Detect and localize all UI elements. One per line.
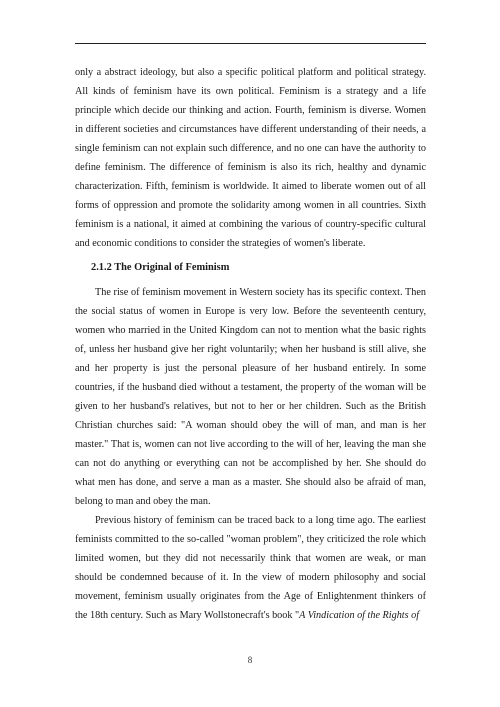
paragraph-origin-context: The rise of feminism movement in Western society has its specific context. Then the social status of women in Europe is very low. Before the seventeenth century, women who married in the United Kingdom can not to mention what the basic rights of, unless her husband give her right voluntarily; when her husband is still alive, she and her property is just the personal pleasure of her husband entirely. In some countries, if the husband died without a testament, the property of the woman will be given to her husband's relatives, but not to her or her children. Such as the British Christian churches said: "A woman should obey the will of man, and man is her master." That is, women can not live according to the will of her, leaving the man she can not do anything or everything can not be accomplished by her. She should do what men has done, and serve a man as a master. She should also be afraid of man, belong to man and obey the man. <box>75 286 426 508</box>
page-number: 8 <box>247 655 253 665</box>
paragraph-history <box>75 511 426 625</box>
paragraph-continuation: only a abstract ideology, but also a specific political platform and political strategy. All kinds of feminism have its own political. Feminism is a strategy and a life principle which decide our thinking and action. Fourth, feminism is diverse. Women in different societies and circumstances have different understanding of their needs, a single feminism can not explain such difference, and no one can have the authority to define feminism. The difference of feminism is also its rich, healthy and dynamic characterization. Fifth, feminism is worldwide. It aimed to liberate women out of all forms of oppression and promote the solidarity among women in all countries. Sixth feminism is a national, it aimed at combining the various of country-specific cultural and economic conditions to consider the strategies of women's liberate. <box>75 67 426 250</box>
body-text <box>75 63 426 625</box>
header-rule <box>75 43 426 44</box>
book-title: A Vindication of the Rights of <box>299 610 420 622</box>
paragraph-history-text: Previous history of feminism can be traced back to a long time ago. The earliest feminists committed to the so-called "woman problem", they criticized the role which limited women, but they did not necessarily think that women are weak, or man should be condemned because of it. In the view of modern philosophy and social movement, feminism usually originates from the Age of Enlightenment thinkers of the 18th century. Such as Mary Wollstonecraft's book " <box>75 515 426 622</box>
section-heading: 2.1.2 The Original of Feminism <box>91 262 230 274</box>
